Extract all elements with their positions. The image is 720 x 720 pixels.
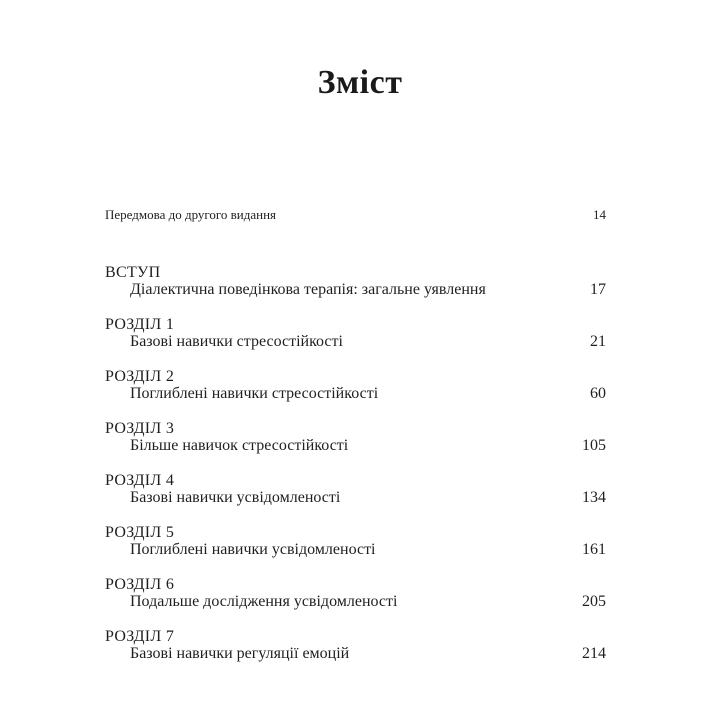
- toc-entry-title: Передмова до другого видання: [105, 207, 277, 222]
- toc-list: [105, 207, 606, 677]
- toc-entry-title: Базові навички стресостійкості: [130, 333, 343, 350]
- toc-entry: [105, 437, 606, 455]
- toc-section-label: РОЗДІЛ 4: [105, 472, 175, 489]
- toc-page-number: 134: [582, 489, 606, 506]
- page-title: Зміст: [317, 64, 403, 101]
- toc-entry: [105, 281, 606, 299]
- toc-section: [105, 521, 606, 573]
- toc-section: [105, 313, 606, 365]
- toc-section-label: РОЗДІЛ 6: [105, 576, 175, 593]
- toc-page-number: 214: [582, 645, 606, 662]
- toc-section: [105, 469, 606, 521]
- toc-entry-title: Базові навички усвідомленості: [130, 489, 341, 506]
- toc-entry-title: Базові навички регуляції емоцій: [130, 645, 350, 662]
- toc-entry: [105, 489, 606, 507]
- toc-entry: [105, 541, 606, 559]
- toc-section-label: ВСТУП: [105, 264, 161, 281]
- toc-section-label: РОЗДІЛ 1: [105, 316, 175, 333]
- toc-section-label: РОЗДІЛ 7: [105, 628, 175, 645]
- toc-page-number: 14: [593, 207, 606, 222]
- toc-page-number: 205: [582, 593, 606, 610]
- toc-entry: [105, 593, 606, 611]
- toc-section: [105, 261, 606, 313]
- toc-entry-title: Діалектична поведінкова терапія: загальне уявлення: [130, 281, 486, 298]
- toc-entry: [105, 385, 606, 403]
- toc-section: [105, 365, 606, 417]
- toc-page-number: 60: [590, 385, 606, 402]
- toc-section-label: РОЗДІЛ 5: [105, 524, 175, 541]
- toc-section: [105, 573, 606, 625]
- toc-page-number: 161: [582, 541, 606, 558]
- toc-entry: [105, 333, 606, 351]
- toc-page-number: 105: [582, 437, 606, 454]
- toc-entry: [105, 645, 606, 663]
- toc-preface-entry: [105, 207, 606, 225]
- toc-entry-title: Більше навичок стресостійкості: [130, 437, 349, 454]
- toc-section-label: РОЗДІЛ 3: [105, 420, 175, 437]
- toc-entry-title: Поглиблені навички стресостійкості: [130, 385, 379, 402]
- toc-entry-title: Поглиблені навички усвідомленості: [130, 541, 376, 558]
- toc-entry-title: Подальше дослідження усвідомленості: [130, 593, 398, 610]
- toc-section: [105, 625, 606, 677]
- toc-section-label: РОЗДІЛ 2: [105, 368, 175, 385]
- toc-page-number: 17: [590, 281, 606, 298]
- toc-page-number: 21: [590, 333, 606, 350]
- toc-section: [105, 417, 606, 469]
